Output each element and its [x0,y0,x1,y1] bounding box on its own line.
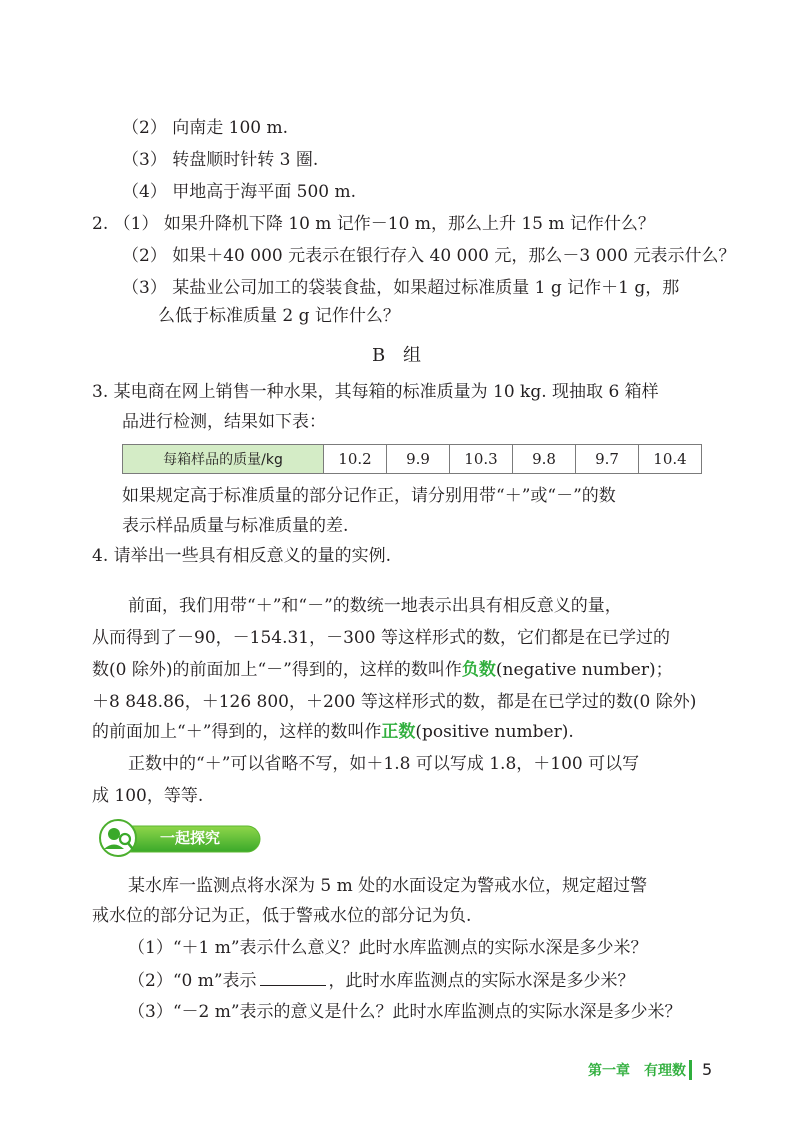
p2-line-1: 正数中的“＋”可以省略不写，如＋1.8 可以写成 1.8，＋100 可以写 [128,754,640,774]
table-cell-1: 10.2 [324,445,387,474]
footer-chapter: 第一章 有理数 [588,1063,686,1079]
p1-line-3-pre: 数(0 除外)的前面加上“－”得到的，这样的数叫作 [92,660,462,680]
p1-line-3-post: (negative number)； [495,660,673,680]
term-positive-number: 正数 [381,722,416,742]
q4: 4. 请举出一些具有相反意义的量的实例. [92,546,392,566]
q3-line-2: 品进行检测，结果如下表： [122,412,326,432]
table-cell-2: 9.9 [387,445,450,474]
explore-q1: （1）“＋1 m”表示什么意义？此时水库监测点的实际水深是多少米？ [128,938,648,958]
p1-line-1: 前面，我们用带“＋”和“－”的数统一地表示出具有相反意义的量， [128,596,622,616]
q1-item-3: （3） 转盘顺时针转 3 圈. [122,150,319,170]
explore-q2 [128,968,635,993]
q1-item-2: （2） 向南走 100 m. [122,118,288,138]
q1-item-4: （4） 甲地高于海平面 500 m. [122,182,356,202]
q3-after-line-1: 如果规定高于标准质量的部分记作正，请分别用带“＋”或“－”的数 [122,486,616,506]
footer-divider [689,1060,692,1080]
explore-q3: （3）“－2 m”表示的意义是什么？此时水库监测点的实际水深是多少米？ [128,1002,682,1022]
explore-icon [100,820,136,856]
p1-line-4: ＋8 848.86，＋126 800，＋200 等这样形式的数，都是在已学过的数(0 除外) [92,692,697,712]
q2-item-1: 2. （1） 如果升降机下降 10 m 记作－10 m，那么上升 15 m 记作什么？ [92,214,655,234]
q2-item-3-line-2: 么低于标准质量 2 g 记作什么？ [158,306,400,326]
p1-line-2: 从而得到了－90，－154.31，－300 等这样形式的数，它们都是在已学过的 [92,628,670,648]
table-cell-6: 10.4 [639,445,702,474]
q2-item-2: （2） 如果＋40 000 元表示在银行存入 40 000 元，那么－3 000 元表示什么？ [122,246,736,266]
q3-after-line-2: 表示样品质量与标准质量的差. [122,516,349,536]
sample-mass-table [122,444,702,474]
term-negative-number: 负数 [461,660,496,680]
explore-p-line-1: 某水库一监测点将水深为 5 m 处的水面设定为警戒水位，规定超过警 [128,876,648,896]
p1-line-5 [92,720,574,744]
q3-line-1: 3. 某电商在网上销售一种水果，其每箱的标准质量为 10 kg. 现抽取 6 箱样 [92,382,659,402]
explore-banner-label: 一起探究 [160,829,221,847]
page-number: 5 [702,1060,713,1079]
table-cell-4: 9.8 [513,445,576,474]
explore-q2-post: ，此时水库监测点的实际水深是多少米？ [328,971,635,991]
fill-in-blank [260,968,326,986]
group-b-heading: B 组 [372,345,427,366]
p2-line-2: 成 100，等等. [92,786,204,806]
table-cell-3: 10.3 [450,445,513,474]
p1-line-3 [92,658,673,682]
q2-item-3-line-1: （3） 某盐业公司加工的袋装食盐，如果超过标准质量 1 g 记作＋1 g，那 [122,278,680,298]
p1-line-5-pre: 的前面加上“＋”得到的，这样的数叫作 [92,722,382,742]
p1-line-5-post: (positive number). [415,722,574,742]
explore-p-line-2: 戒水位的部分记为正，低于警戒水位的部分记为负. [92,906,472,926]
table-row [123,445,702,474]
table-cell-5: 9.7 [576,445,639,474]
table-header-cell: 每箱样品的质量/kg [123,445,324,474]
explore-q2-pre: （2）“0 m”表示 [128,971,257,991]
